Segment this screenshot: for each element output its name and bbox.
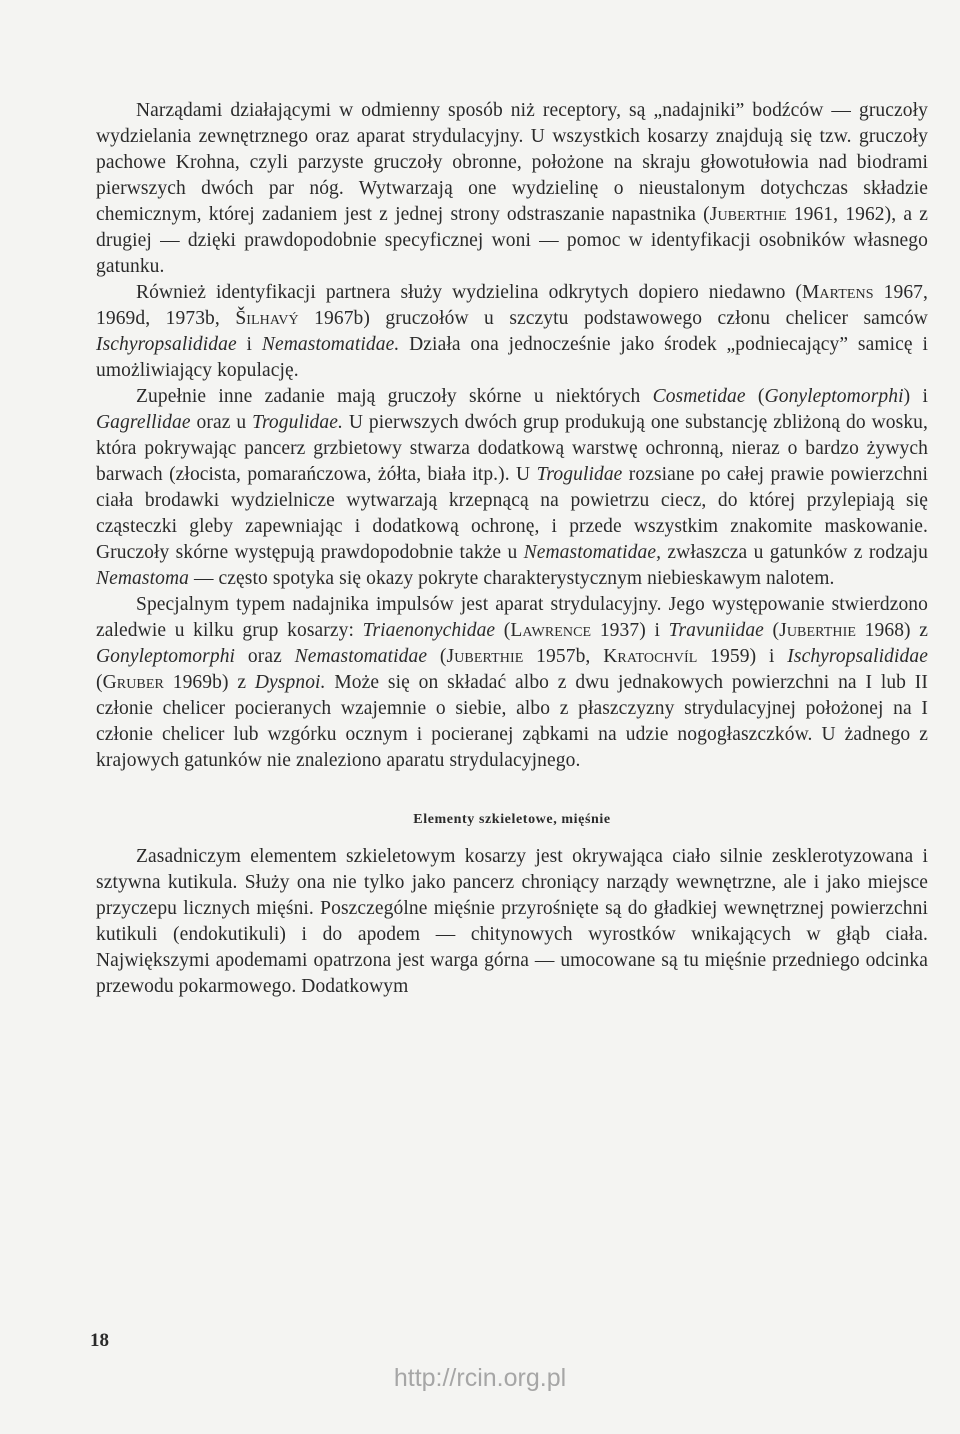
taxon-name: Nemastoma	[96, 568, 189, 589]
paragraph	[96, 844, 928, 1000]
taxon-name: Ischyropsalididae	[787, 646, 928, 667]
text-run: 1937) i	[591, 620, 669, 641]
text-run: 1968) z	[856, 620, 929, 641]
author-name: Gruber	[102, 672, 164, 693]
text-run: (	[427, 646, 447, 667]
text-run: 1969b) z	[163, 672, 255, 693]
paragraph	[96, 384, 928, 592]
section-heading: Elementy szkieletowe, mięśnie	[413, 812, 611, 827]
text-run: Specjalnym typem nadajnika impulsów jest aparat strydulacyjny. Jego występowanie stwierdzono zaledwie u kilku grup kosarzy:	[96, 594, 928, 641]
page-body	[96, 98, 928, 1000]
text-run: oraz	[235, 646, 295, 667]
page-number: 18	[90, 1330, 109, 1351]
author-name: Juberthie	[446, 646, 524, 667]
text-run: Również identyfikacji partnera służy wydzielina odkrytych dopiero niedawno (	[136, 282, 802, 303]
watermark-url: http://rcin.org.pl	[393, 1364, 567, 1392]
author-name: Lawrence	[510, 620, 592, 641]
taxon-name: Gagrellidae	[96, 412, 191, 433]
author-name: Juberthie	[709, 204, 787, 225]
taxon-name: Trogulidae.	[252, 412, 343, 433]
author-name: Kratochvíl	[603, 646, 698, 667]
taxon-name: Trogulidae	[536, 464, 623, 485]
text-run: Może się on składać albo z dwu jednakowych powierzchni na I lub II członie chelicer pocieranych wzajemnie o siebie, albo z płaszczyzny strydulacyjnej położonej na I członie chelicer lub wzgórku ocznym i pocieranej ząbkami na udzie nogogłaszczków. U żadnego z krajowych gatunków nie znaleziono aparatu strydulacyjnego.	[96, 672, 928, 771]
text-run: rozsiane po całej prawie powierzchni ciała brodawki wydzielnicze wytwarzają krzepnącą na powietrzu ciecz, do której przylepiają się cząsteczki gleby zapewniając i dodatkową ochronę, i przede wszystkim znakomite maskowanie. Gruczoły skórne występują prawdopodobnie także u	[96, 464, 928, 563]
text-run: 1967b) gruczołów u szczytu podstawowego członu chelicer samców	[298, 308, 928, 329]
taxon-name: Travuniidae	[668, 620, 764, 641]
main-text	[96, 98, 928, 774]
text-run: 1959) i	[697, 646, 788, 667]
text-run: (	[495, 620, 511, 641]
text-run: (	[96, 672, 103, 693]
taxon-name: Dyspnoi.	[254, 672, 326, 693]
text-run: Działa ona jednocześnie jako środek „podniecający” samicę i umożliwiający kopulację.	[96, 334, 928, 381]
text-run: i	[236, 334, 262, 355]
taxon-name: Nemastomatidae.	[261, 334, 400, 355]
text-run: (	[745, 386, 765, 407]
text-run: U pierwszych dwóch grup produkują one substancję zbliżoną do wosku, która pokrywając pancerz grzbietowy stwarza dodatkową warstwę ochronną, nieraz o bardzo żywych barwach (złocista, pomarańczowa, żółta, biała itp.). U	[96, 412, 928, 485]
taxon-name: Gonyleptomorphi	[764, 386, 904, 407]
text-run: ) i	[903, 386, 928, 407]
taxon-name: Nemastomatidae	[294, 646, 428, 667]
text-run: — często spotyka się okazy pokryte charakterystycznym niebieskawym nalotem.	[188, 568, 835, 589]
text-run: 1967, 1969d, 1973b,	[96, 282, 928, 329]
text-run: Zasadniczym elementem szkieletowym kosarzy jest okrywająca ciało silnie zesklerotyzowana i sztywna kutikula. Służy ona nie tylko jako pancerz chroniący narządy wewnętrzne, ale i jako miejsce przyczepu licznych mięśni. Poszczególne mięśnie przyrośnięte są do gładkiej wewnętrznej powierzchni kutikuli (endokutikuli) i do apodem — chitynowych wyrostków wnikających w głąb ciała. Największymi apodemami opatrzona jest warga górna — umocowane są tu mięśnie przedniego odcinka przewodu pokarmowego. Dodatkowym	[96, 846, 928, 997]
taxon-name: Cosmetidae	[652, 386, 746, 407]
text-run: (	[763, 620, 780, 641]
taxon-name: Triaenonychidae	[362, 620, 496, 641]
paragraph	[96, 98, 928, 280]
text-run: Narządami działającymi w odmienny sposób niż receptory, są „nadajniki” bodźców — gruczoły wydzielania zewnętrznego oraz aparat strydulacyjny. U wszystkich kosarzy znajdują się tzw. gruczoły pachowe Krohna, czyli parzyste gruczoły obronne, położone na skraju głowotułowia nad biodrami pierwszych dwóch par nóg. Wytwarzają one wydzielinę o nieustalonym dotychczas składzie chemicznym, której zadaniem jest z jednej strony odstraszanie napastnika (	[96, 100, 928, 225]
taxon-name: Nemastomatidae,	[523, 542, 662, 563]
author-name: Martens	[801, 282, 874, 303]
text-run: Zupełnie inne zadanie mają gruczoły skórne u niektórych	[136, 386, 653, 407]
text-run: 1961, 1962), a z drugiej — dzięki prawdopodobnie specyficznej woni — pomoc w identyfikacji osobników własnego gatunku.	[96, 204, 928, 277]
author-name: Šilhavý	[235, 308, 299, 329]
paragraph	[96, 280, 928, 384]
taxon-name: Ischyropsalididae	[96, 334, 237, 355]
author-name: Juberthie	[779, 620, 857, 641]
taxon-name: Gonyleptomorphi	[96, 646, 236, 667]
text-run: zwłaszcza u gatunków z rodzaju	[661, 542, 928, 563]
paragraph	[96, 592, 928, 774]
section-text	[96, 844, 928, 1000]
text-run: 1957b,	[523, 646, 604, 667]
text-run: oraz u	[190, 412, 253, 433]
